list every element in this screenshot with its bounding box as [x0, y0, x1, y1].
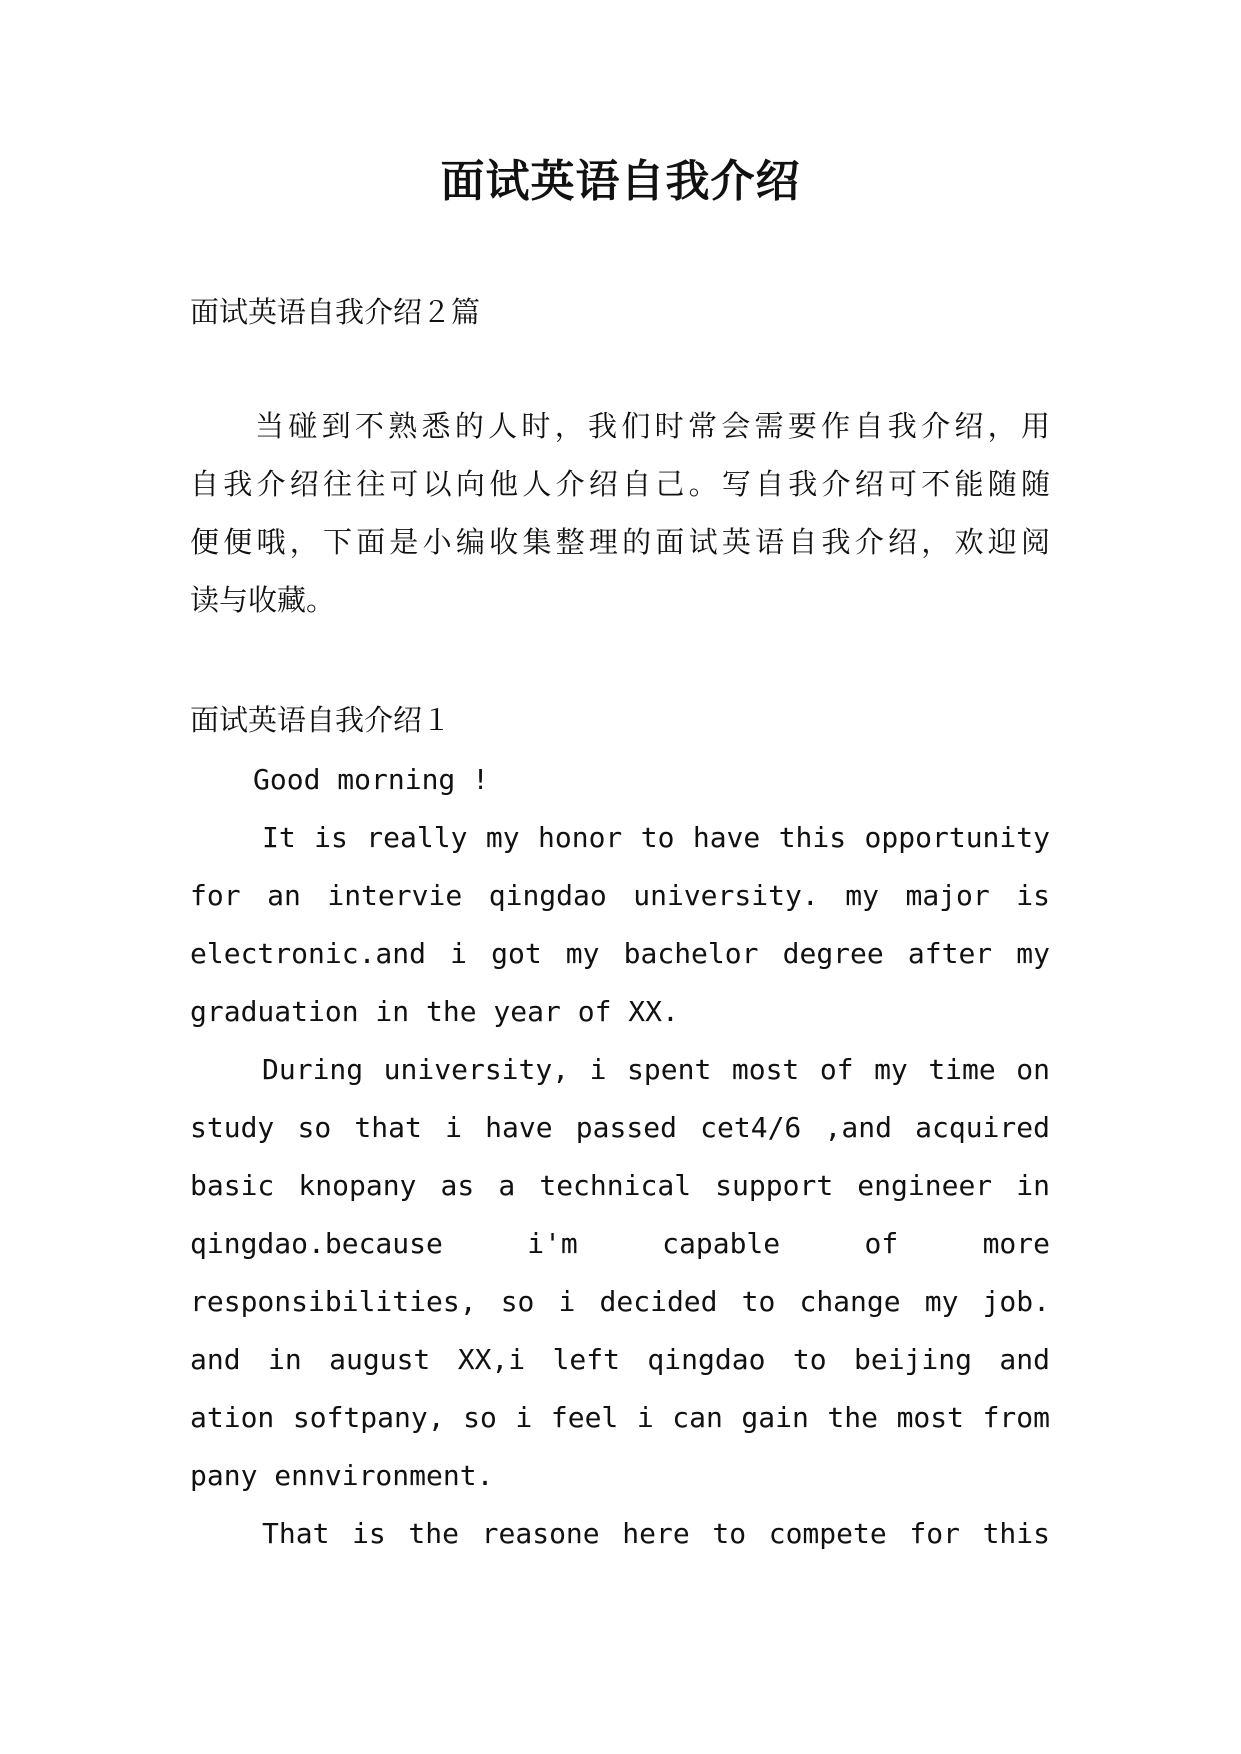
body-line: and in august XX,i left qingdao to beijing and [190, 1343, 1050, 1376]
body-line: It is really my honor to have this opportunity [262, 821, 1050, 854]
section-heading: 面试英语自我介绍１ [190, 703, 452, 737]
body-line: basic knopany as a technical support engineer in [190, 1169, 1050, 1202]
body-line: During university, i spent most of my time on [262, 1053, 1050, 1086]
body-line: graduation in the year of XX. [190, 995, 679, 1028]
intro-line: 读与收藏。 [190, 583, 336, 617]
body-line: qingdao.because i'm capable of more [190, 1227, 1050, 1260]
document-subtitle: 面试英语自我介绍２篇 [190, 295, 481, 329]
body-line: for an intervie qingdao university. my major is [190, 879, 1050, 912]
body-line: electronic.and i got my bachelor degree after my [190, 937, 1050, 970]
body-line: That is the reasone here to compete for this [262, 1517, 1050, 1550]
body-line: ation softpany, so i feel i can gain the most from [190, 1401, 1050, 1434]
body-line: responsibilities, so i decided to change my job. [190, 1285, 1050, 1318]
greeting-line: Good morning ! [253, 763, 490, 796]
body-line: study so that i have passed cet4/6 ,and acquired [190, 1111, 1050, 1144]
intro-line: 当碰到不熟悉的人时，我们时常会需要作自我介绍，用 [255, 409, 1050, 443]
intro-line: 自我介绍往往可以向他人介绍自己。写自我介绍可不能随随 [190, 467, 1050, 501]
body-line: pany ennvironment. [190, 1459, 494, 1492]
intro-line: 便便哦，下面是小编收集整理的面试英语自我介绍，欢迎阅 [190, 525, 1050, 559]
document-title: 面试英语自我介绍 [440, 156, 801, 207]
